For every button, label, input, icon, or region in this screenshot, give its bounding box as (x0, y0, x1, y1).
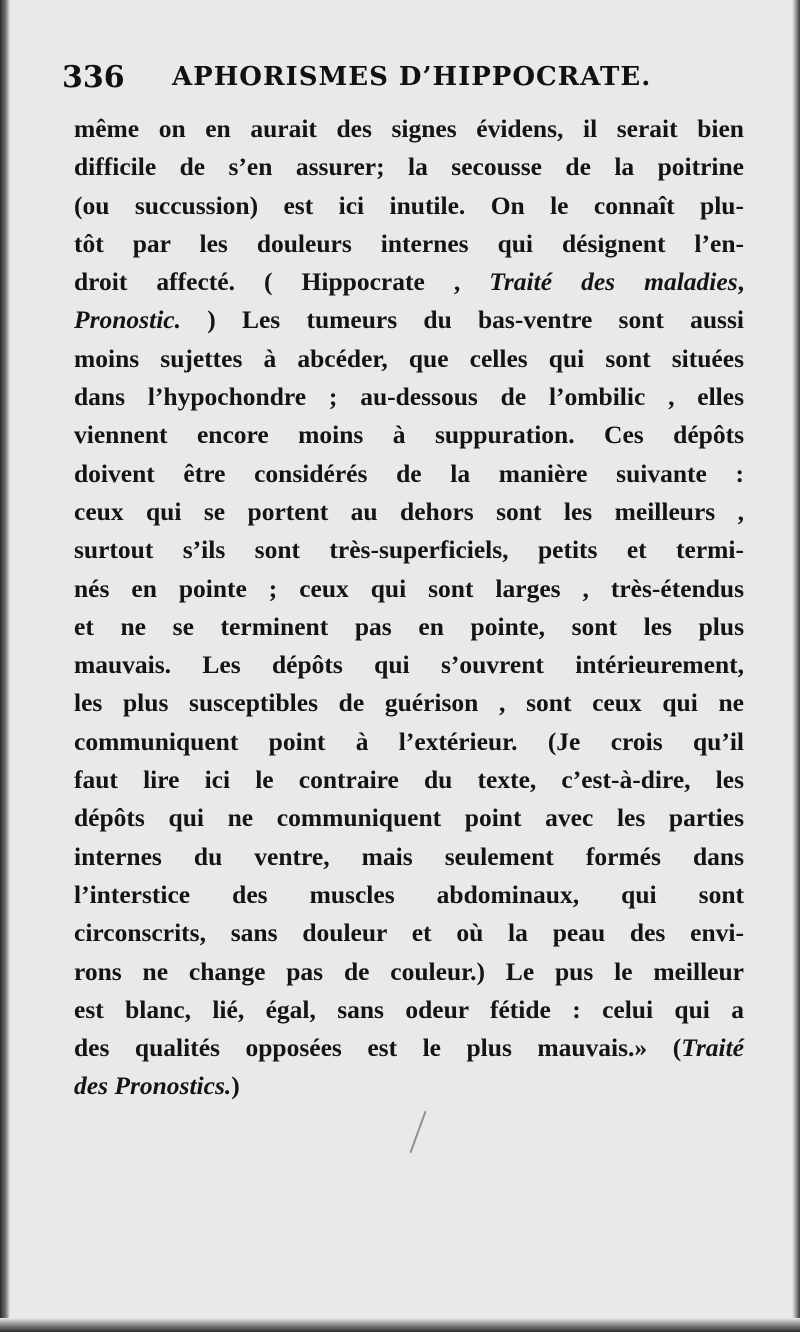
page-header (62, 58, 742, 102)
text-segment: droit affecté. ( Hippocrate , (74, 267, 490, 297)
text-line: et ne se terminent pas en pointe, sont les plus (74, 611, 744, 641)
text-line: surtout s’ils sont très-superficiels, petits et termi- (74, 535, 744, 565)
italic-title: des Pronostics. (74, 1071, 232, 1101)
page-number: 336 (62, 60, 125, 95)
page-edge-bottom (0, 1318, 800, 1332)
text-segment: des qualités opposées est le plus mauvais.» ( (74, 1033, 682, 1063)
text-line: même on en aurait des signes évidens, il serait bien (74, 114, 744, 143)
text-line: l’interstice des muscles abdominaux, qui sont (74, 879, 744, 909)
text-line: viennent encore moins à suppuration. Ces dépôts (74, 420, 744, 450)
text-line: difficile de s’en assurer; la secousse de la poitrine (74, 152, 744, 182)
text-line-with-italic (74, 301, 744, 339)
text-line-with-italic (74, 1029, 744, 1067)
text-line: dans l’hypochondre ; au-dessous de l’ombilic , elles (74, 382, 744, 412)
text-line: moins sujettes à abcéder, que celles qui sont situées (74, 343, 744, 373)
italic-title: Traité (681, 1033, 744, 1063)
text-line: ceux qui se portent au dehors sont les meilleurs , (74, 496, 744, 526)
page-edge-right (792, 0, 800, 1332)
text-line: mauvais. Les dépôts qui s’ouvrent intérieurement, (74, 650, 744, 680)
running-head: APHORISMES D’HIPPOCRATE. (172, 62, 652, 92)
text-line: (ou succussion) est ici inutile. On le connaît plu- (74, 190, 744, 220)
text-line: circonscrits, sans douleur et où la peau des envi- (74, 918, 744, 948)
text-line: nés en pointe ; ceux qui sont larges , très-étendus (74, 573, 744, 603)
text-line-with-italic (74, 263, 744, 301)
italic-title: Traité des maladies (489, 267, 738, 297)
text-line: doivent être considérés de la manière suivante : (74, 458, 744, 488)
text-line: faut lire ici le contraire du texte, c’est-à-dire, les (74, 765, 744, 795)
text-line: tôt par les douleurs internes qui désignent l’en- (74, 228, 744, 258)
italic-title: Pronostic. (74, 305, 181, 335)
body-text (74, 110, 744, 1106)
text-segment: , (737, 267, 744, 297)
text-line: internes du ventre, mais seulement formés dans (74, 841, 744, 871)
text-line: communiquent point à l’extérieur. (Je crois qu’il (74, 726, 744, 756)
text-segment: ) (231, 1071, 240, 1101)
pen-mark (410, 1111, 427, 1153)
text-line: est blanc, lié, égal, sans odeur fétide : celui qui a (74, 994, 744, 1024)
page-edge-left (0, 0, 10, 1332)
text-line-with-italic (74, 1067, 744, 1105)
text-line: rons ne change pas de couleur.) Le pus le meilleur (74, 956, 744, 986)
text-line: les plus susceptibles de guérison , sont ceux qui ne (74, 688, 744, 718)
text-line: dépôts qui ne communiquent point avec les parties (74, 803, 744, 833)
text-segment: ) Les tumeurs du bas-ventre sont aussi (180, 305, 744, 335)
